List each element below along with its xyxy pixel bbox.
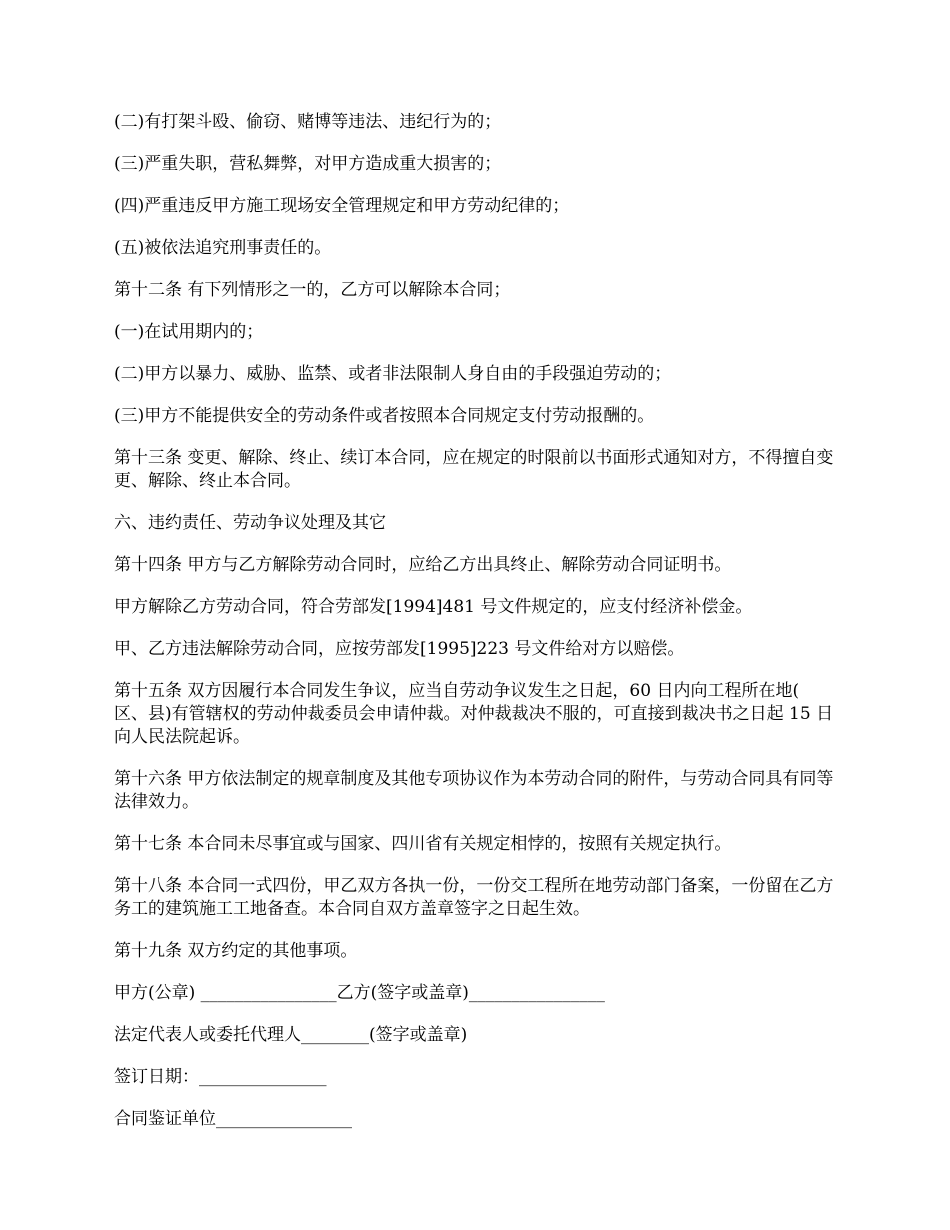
article-12-item-2: (二)甲方以暴力、威胁、监禁、或者非法限制人身自由的手段强迫劳动的； bbox=[114, 364, 672, 384]
signature-date-line: 签订日期：_______________ bbox=[114, 1067, 327, 1087]
clause-item-4: (四)严重违反甲方施工现场安全管理规定和甲方劳动纪律的； bbox=[114, 196, 570, 216]
clause-item-2: (二)有打架斗殴、偷窃、赌博等违法、违纪行为的； bbox=[114, 112, 502, 132]
article-19: 第十九条 双方约定的其他事项。 bbox=[114, 941, 358, 961]
article-14: 第十四条 甲方与乙方解除劳动合同时，应给乙方出具终止、解除劳动合同证明书。 bbox=[114, 555, 732, 575]
document-body bbox=[114, 111, 838, 1150]
clause-item-5: (五)被依法追究刑事责任的。 bbox=[114, 238, 332, 258]
article-17: 第十七条 本合同未尽事宜或与国家、四川省有关规定相悖的，按照有关规定执行。 bbox=[114, 834, 732, 854]
article-18: 第十八条 本合同一式四份，甲乙双方各执一份，一份交工程所在地劳动部门备案，一份留在乙方务工的建筑施工工地备查。本合同自双方盖章签字之日起生效。 bbox=[114, 876, 834, 919]
signature-representative-line: 法定代表人或委托代理人________(签字或盖章) bbox=[114, 1025, 468, 1045]
section-6-heading: 六、违约责任、劳动争议处理及其它 bbox=[114, 513, 386, 533]
article-12-item-3: (三)甲方不能提供安全的劳动条件或者按照本合同规定支付劳动报酬的。 bbox=[114, 406, 655, 426]
verification-unit-line: 合同鉴证单位________________ bbox=[114, 1109, 352, 1129]
article-12: 第十二条 有下列情形之一的，乙方可以解除本合同； bbox=[114, 280, 511, 300]
article-14-damages: 甲、乙方违法解除劳动合同，应按劳部发[1995]223 号文件给对方以赔偿。 bbox=[114, 639, 685, 659]
signature-party-line: 甲方(公章) ________________乙方(签字或盖章)________________ bbox=[114, 983, 605, 1003]
article-13: 第十三条 变更、解除、终止、续订本合同，应在规定的时限前以书面形式通知对方，不得擅自变更、解除、终止本合同。 bbox=[114, 448, 834, 491]
article-15: 第十五条 双方因履行本合同发生争议，应当自劳动争议发生之日起，60 日内向工程所在地( 区、县)有管辖权的劳动仲裁委员会申请仲裁。对仲裁裁决不服的，可直接到裁决书之日起 15 日向人民法院起诉。 bbox=[114, 681, 834, 747]
article-16: 第十六条 甲方依法制定的规章制度及其他专项协议作为本劳动合同的附件，与劳动合同具有同等法律效力。 bbox=[114, 769, 834, 812]
clause-item-3: (三)严重失职，营私舞弊，对甲方造成重大损害的； bbox=[114, 154, 502, 174]
article-14-compensation: 甲方解除乙方劳动合同，符合劳部发[1994]481 号文件规定的，应支付经济补偿金。 bbox=[114, 597, 753, 617]
article-12-item-1: (一)在试用期内的； bbox=[114, 322, 264, 342]
